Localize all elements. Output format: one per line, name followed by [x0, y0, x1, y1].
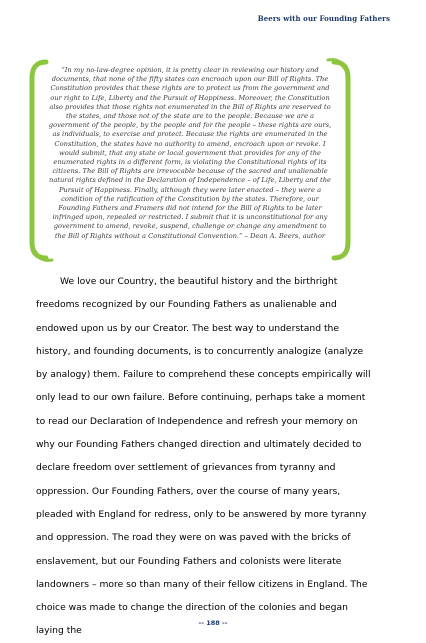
left-bracket [32, 62, 46, 258]
pull-quote-box [26, 56, 354, 264]
right-bracket [334, 62, 348, 258]
running-header: Beers with our Founding Fathers [257, 14, 390, 23]
body-paragraph: We love our Country, the beautiful history and the birthright freedoms recognized by our Founding Fathers as unalienable and endowed upon us by our Creator. The best way to understand the history, and founding documents, is to concurrently analogize (analyze by analogy) them. Failure to comprehend these concepts empirically will only lead to our own failure. Before continuing, perhaps take a moment to read our Declaration of Independence and refresh your memory on why our Founding Fathers changed direction and ultimately decided to declare freedom over settlement of grievances from tyranny and oppression. Our Founding Fathers, over the course of many years, pleaded with England for redress, only to be answered by more tyranny and oppression. The road they were on was paved with the bricks of enslavement, but our Founding Fathers and colonists were literate landowners – more so than many of their fellow citizens in England. The choice was made to change the direction of the colonies and began laying the [36, 276, 371, 637]
page-number: -- 188 -- [198, 619, 228, 627]
quote-text: “In my no-law-degree opinion, it is pretty clear in reviewing our history and documents, that none of the fifty states can encroach upon our Bill of Rights. The Constitution provides that these rights are to protect us from the government and our right to Life, Liberty and the Pursuit of Happiness. Moreover, the Constitution also provides that those rights not enumerated in the Bill of Rights are reserved to the states, and those not of the state are to the people. Because we are a government of the people, by the people and for the people – these rights are ours, as individuals, to exercise and protect. Because the rights are enumerated in the Constitution, the states have no authority to amend, encroach upon or revoke. I would submit, that any state or local government that provides for any of the enumerated rights in a different form, is violating the Constitutional rights of its citizens. The Bill of Rights are irrevocable because of the sacred and unalienable natural rights defined in the Declaration of Independence – of Life, Liberty and the Pursuit of Happiness. Finally, although they were later enacted – they were a condition of the ratification of the Constitution by the states. Therefore, our Founding Fathers and Framers did not intend for the Bill of Rights to be later infringed upon, repealed or restricted. I submit that it is unconstitutional for any government to amend, revoke, suspend, challenge or change any amendment to the Bill of Rights without a Constitutional Convention.” – Dean A. Beers, author [48, 66, 332, 240]
